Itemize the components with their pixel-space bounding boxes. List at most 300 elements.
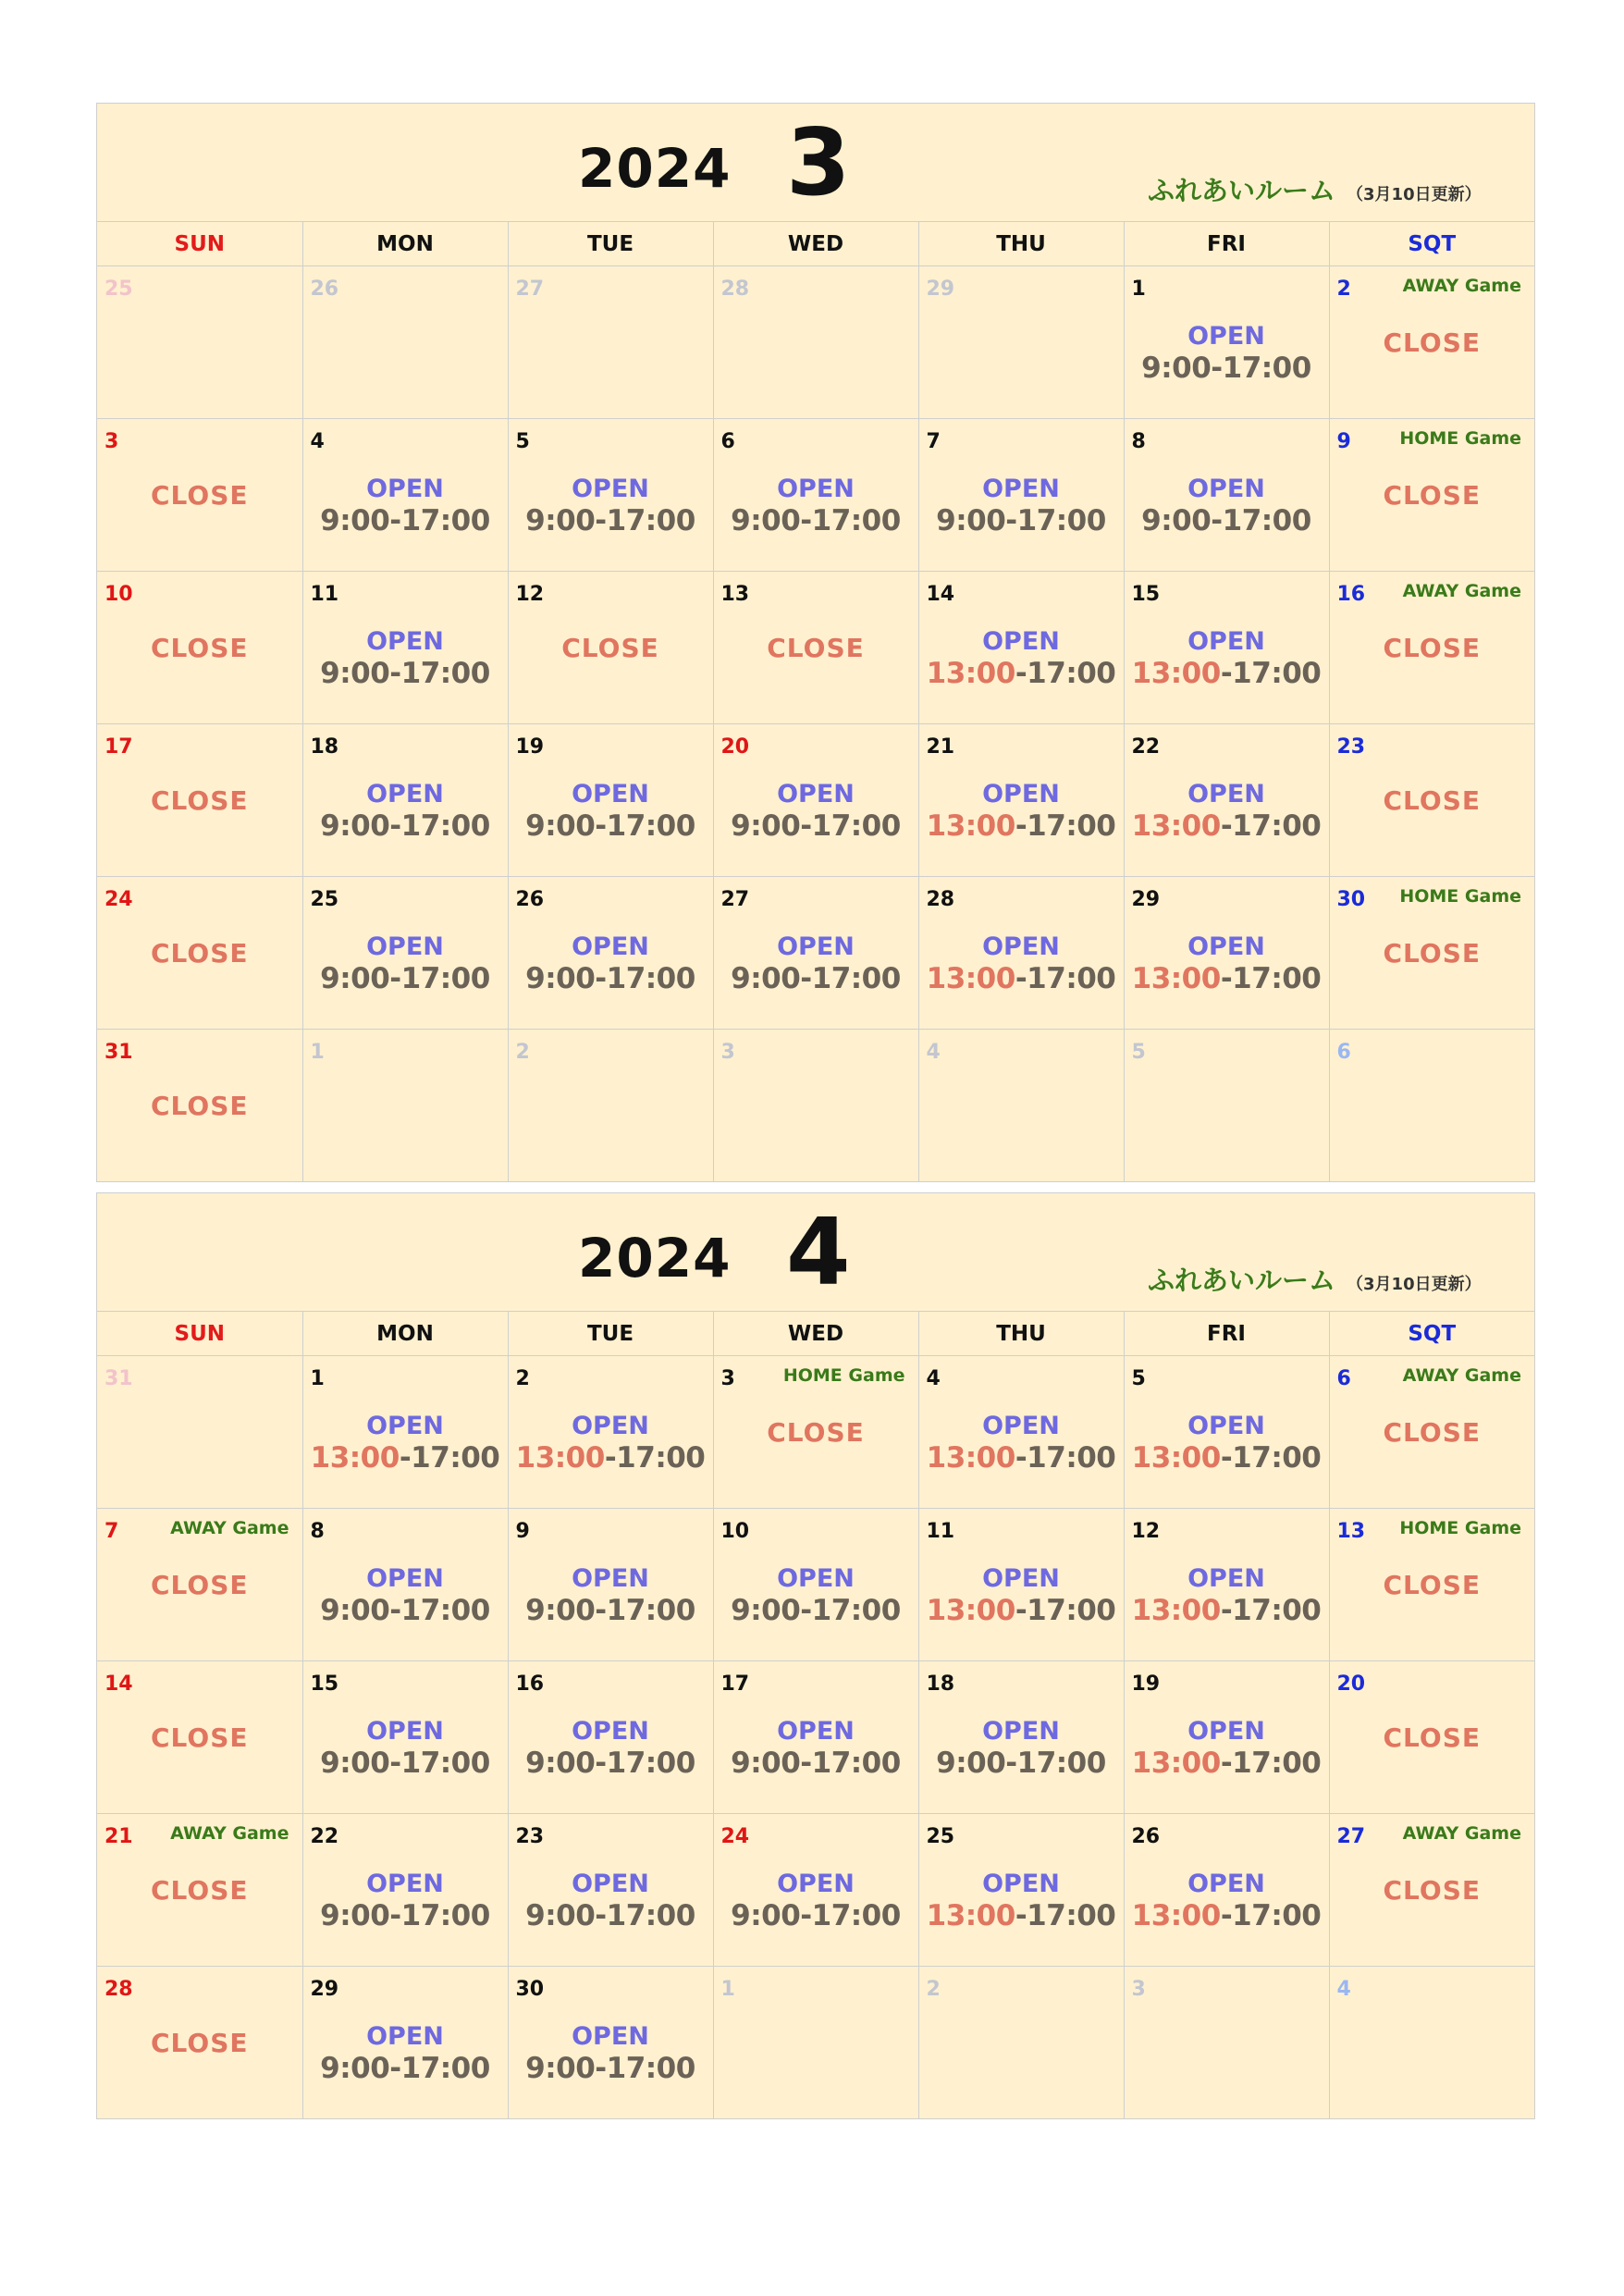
day-cell — [302, 1814, 508, 1967]
open-hours-block — [919, 780, 1124, 843]
day-cell — [97, 419, 302, 572]
open-label: OPEN — [1187, 475, 1265, 503]
opening-hours — [303, 2052, 508, 2085]
hours-end: -17:00 — [800, 1899, 901, 1932]
date-number: 4 — [1336, 1978, 1351, 2001]
open-hours-block — [919, 1564, 1124, 1627]
open-hours-block — [1125, 1717, 1329, 1780]
calendar-header — [97, 1193, 1534, 1311]
weekday-thu: THU — [918, 222, 1124, 266]
date-number: 8 — [1131, 430, 1146, 453]
open-hours-block — [509, 1564, 713, 1627]
open-hours-block — [919, 475, 1124, 537]
week-row — [97, 724, 1534, 877]
opening-hours — [1125, 504, 1329, 537]
open-label: OPEN — [572, 932, 649, 961]
open-hours-block — [509, 2022, 713, 2085]
date-number: 8 — [310, 1520, 325, 1543]
date-number: 10 — [105, 583, 133, 606]
day-cell — [97, 1030, 302, 1182]
day-cell — [918, 877, 1124, 1030]
day-cell — [1329, 1661, 1534, 1814]
close-label: CLOSE — [151, 2028, 249, 2058]
open-hours-block — [1125, 1564, 1329, 1627]
game-label: AWAY Game — [170, 1823, 289, 1844]
close-label: CLOSE — [1383, 1875, 1481, 1906]
day-cell — [713, 1967, 918, 2119]
hours-start: 13:00 — [1131, 962, 1221, 995]
date-number: 1 — [1131, 278, 1146, 301]
date-number: 2 — [515, 1041, 530, 1064]
date-number: 28 — [926, 888, 955, 911]
day-cell — [97, 266, 302, 419]
opening-hours — [714, 1594, 918, 1627]
close-label: CLOSE — [151, 1570, 249, 1600]
hours-end: -17:00 — [604, 1441, 706, 1475]
hours-start: 9:00 — [320, 2052, 390, 2085]
day-cell — [918, 419, 1124, 572]
open-label: OPEN — [1187, 322, 1265, 351]
hours-end: -17:00 — [1220, 962, 1322, 995]
date-number: 23 — [515, 1825, 545, 1848]
week-row — [97, 1814, 1534, 1967]
hours-start: 13:00 — [1131, 1594, 1221, 1627]
opening-hours — [303, 1594, 508, 1627]
hours-start: 9:00 — [936, 1747, 1006, 1780]
date-number: 27 — [515, 278, 545, 301]
day-cell — [97, 1509, 302, 1661]
opening-hours — [509, 962, 713, 995]
game-label: HOME Game — [1399, 886, 1521, 907]
date-number: 22 — [1131, 735, 1161, 759]
open-label: OPEN — [572, 1870, 649, 1898]
day-cell — [508, 419, 713, 572]
day-cell — [1124, 572, 1329, 724]
open-label: OPEN — [1187, 627, 1265, 656]
game-label: HOME Game — [1399, 428, 1521, 449]
open-hours-block — [303, 627, 508, 690]
opening-hours — [303, 1747, 508, 1780]
date-number: 11 — [310, 583, 339, 606]
day-cell — [1329, 1356, 1534, 1509]
day-cell — [918, 724, 1124, 877]
hours-end: -17:00 — [1220, 1747, 1322, 1780]
open-hours-block — [714, 932, 918, 995]
hours-start: 9:00 — [525, 1899, 596, 1932]
opening-hours — [1125, 962, 1329, 995]
calendar-grid — [97, 221, 1534, 1181]
weekday-wed: WED — [713, 1312, 918, 1356]
day-cell — [1124, 419, 1329, 572]
day-cell — [713, 1814, 918, 1967]
open-label: OPEN — [1187, 1870, 1265, 1898]
day-cell — [508, 1814, 713, 1967]
calendar-month: 4 — [786, 1198, 851, 1306]
opening-hours — [303, 657, 508, 690]
hours-start: 13:00 — [926, 657, 1015, 690]
open-hours-block — [714, 475, 918, 537]
date-number: 27 — [720, 888, 750, 911]
date-number: 30 — [515, 1978, 545, 2001]
week-row — [97, 1030, 1534, 1182]
opening-hours — [1125, 1441, 1329, 1475]
hours-end: -17:00 — [1220, 809, 1322, 843]
open-hours-block — [509, 1717, 713, 1780]
opening-hours — [1125, 1747, 1329, 1780]
date-number: 27 — [1336, 1825, 1366, 1848]
date-number: 3 — [105, 430, 119, 453]
week-row — [97, 877, 1534, 1030]
opening-hours — [919, 657, 1124, 690]
date-number: 23 — [1336, 735, 1366, 759]
date-number: 1 — [310, 1367, 325, 1390]
open-label: OPEN — [1187, 780, 1265, 809]
close-label: CLOSE — [1383, 480, 1481, 511]
day-cell — [97, 1967, 302, 2119]
day-cell — [918, 1030, 1124, 1182]
opening-hours — [919, 962, 1124, 995]
day-cell — [302, 419, 508, 572]
open-hours-block — [303, 1870, 508, 1932]
day-cell — [302, 1967, 508, 2119]
day-cell — [97, 572, 302, 724]
day-cell — [302, 1661, 508, 1814]
open-hours-block — [714, 1564, 918, 1627]
hours-end: -17:00 — [1211, 352, 1311, 385]
calendar-header — [97, 104, 1534, 221]
close-label: CLOSE — [1383, 633, 1481, 663]
opening-hours — [509, 2052, 713, 2085]
hours-start: 13:00 — [515, 1441, 605, 1475]
day-cell — [1329, 419, 1534, 572]
hours-start: 13:00 — [926, 809, 1015, 843]
opening-hours — [1125, 1899, 1329, 1932]
opening-hours — [509, 1899, 713, 1932]
day-cell — [508, 1661, 713, 1814]
hours-end: -17:00 — [595, 962, 695, 995]
date-number: 4 — [310, 430, 325, 453]
open-hours-block — [303, 1412, 508, 1475]
date-number: 29 — [1131, 888, 1161, 911]
game-label: HOME Game — [782, 1365, 905, 1386]
opening-hours — [1125, 1594, 1329, 1627]
date-number: 17 — [105, 735, 133, 759]
hours-end: -17:00 — [1220, 1441, 1322, 1475]
open-hours-block — [509, 1412, 713, 1475]
day-cell — [97, 1356, 302, 1509]
date-number: 14 — [926, 583, 955, 606]
date-number: 6 — [720, 430, 735, 453]
hours-end: -17:00 — [800, 1747, 901, 1780]
date-number: 25 — [926, 1825, 955, 1848]
day-cell — [1329, 266, 1534, 419]
date-number: 1 — [720, 1978, 735, 2001]
date-number: 25 — [105, 278, 133, 301]
open-label: OPEN — [366, 1412, 444, 1440]
open-hours-block — [714, 1870, 918, 1932]
close-label: CLOSE — [151, 480, 249, 511]
day-cell — [302, 877, 508, 1030]
weekday-thu: THU — [918, 1312, 1124, 1356]
day-cell — [1124, 1814, 1329, 1967]
hours-start: 9:00 — [525, 2052, 596, 2085]
open-hours-block — [1125, 1870, 1329, 1932]
opening-hours — [919, 809, 1124, 843]
opening-hours — [1125, 809, 1329, 843]
hours-start: 13:00 — [310, 1441, 400, 1475]
calendar-april — [96, 1192, 1535, 2119]
day-cell — [97, 724, 302, 877]
hours-start: 13:00 — [926, 962, 1015, 995]
date-number: 5 — [1131, 1041, 1146, 1064]
date-number: 10 — [720, 1520, 750, 1543]
date-number: 28 — [105, 1978, 133, 2001]
hours-start: 9:00 — [525, 809, 596, 843]
day-cell — [1124, 266, 1329, 419]
hours-start: 13:00 — [1131, 1441, 1221, 1475]
opening-hours — [714, 504, 918, 537]
hours-end: -17:00 — [800, 809, 901, 843]
date-number: 5 — [1131, 1367, 1146, 1390]
close-label: CLOSE — [767, 1417, 865, 1448]
open-hours-block — [1125, 1412, 1329, 1475]
open-label: OPEN — [572, 2022, 649, 2051]
hours-end: -17:00 — [595, 2052, 695, 2085]
day-cell — [97, 1661, 302, 1814]
open-label: OPEN — [572, 475, 649, 503]
day-cell — [918, 1967, 1124, 2119]
day-cell — [1124, 724, 1329, 877]
hours-end: -17:00 — [399, 1441, 500, 1475]
day-cell — [918, 266, 1124, 419]
hours-end: -17:00 — [1220, 657, 1322, 690]
calendar-march — [96, 103, 1535, 1182]
open-hours-block — [714, 780, 918, 843]
open-hours-block — [714, 1717, 918, 1780]
day-cell — [1329, 877, 1534, 1030]
day-cell — [1124, 1030, 1329, 1182]
game-label: HOME Game — [1399, 1518, 1521, 1538]
date-number: 11 — [926, 1520, 955, 1543]
day-cell — [1329, 572, 1534, 724]
opening-hours — [919, 504, 1124, 537]
weekday-sqt: SQT — [1329, 222, 1534, 266]
day-cell — [302, 266, 508, 419]
hours-start: 9:00 — [525, 1594, 596, 1627]
date-number: 2 — [926, 1978, 941, 2001]
open-label: OPEN — [572, 1717, 649, 1746]
game-label: AWAY Game — [1402, 1823, 1521, 1844]
date-number: 12 — [1131, 1520, 1161, 1543]
day-cell — [1329, 724, 1534, 877]
date-number: 18 — [310, 735, 339, 759]
day-cell — [1124, 877, 1329, 1030]
opening-hours — [303, 1899, 508, 1932]
day-cell — [1124, 1661, 1329, 1814]
hours-start: 9:00 — [1141, 352, 1212, 385]
weekday-mon: MON — [302, 1312, 508, 1356]
open-label: OPEN — [1187, 1412, 1265, 1440]
date-number: 19 — [1131, 1673, 1161, 1696]
open-label: OPEN — [366, 627, 444, 656]
date-number: 3 — [720, 1041, 735, 1064]
opening-hours — [303, 809, 508, 843]
day-cell — [918, 1356, 1124, 1509]
hours-start: 13:00 — [1131, 809, 1221, 843]
hours-end: -17:00 — [800, 962, 901, 995]
open-label: OPEN — [982, 1870, 1060, 1898]
open-hours-block — [303, 1717, 508, 1780]
hours-start: 9:00 — [936, 504, 1006, 537]
date-number: 4 — [926, 1041, 941, 1064]
close-label: CLOSE — [767, 633, 865, 663]
opening-hours — [714, 1747, 918, 1780]
weekday-sun: SUN — [97, 1312, 302, 1356]
hours-end: -17:00 — [1015, 809, 1116, 843]
weekday-sun: SUN — [97, 222, 302, 266]
date-number: 13 — [1336, 1520, 1366, 1543]
open-label: OPEN — [777, 475, 855, 503]
hours-end: -17:00 — [1211, 504, 1311, 537]
day-cell — [713, 1356, 918, 1509]
open-hours-block — [509, 1870, 713, 1932]
hours-start: 13:00 — [926, 1594, 1015, 1627]
calendar-year: 2024 — [578, 1227, 732, 1290]
weekday-sqt: SQT — [1329, 1312, 1534, 1356]
day-cell — [918, 1814, 1124, 1967]
day-cell — [713, 266, 918, 419]
date-number: 17 — [720, 1673, 750, 1696]
hours-start: 9:00 — [731, 1747, 801, 1780]
room-name: ふれあいルーム — [1148, 1265, 1336, 1296]
date-number: 5 — [515, 430, 530, 453]
day-cell — [97, 877, 302, 1030]
weekday-wed: WED — [713, 222, 918, 266]
weekday-fri: FRI — [1124, 1312, 1329, 1356]
open-label: OPEN — [572, 1412, 649, 1440]
room-name: ふれあいルーム — [1148, 175, 1336, 206]
date-number: 24 — [105, 888, 133, 911]
close-label: CLOSE — [561, 633, 659, 663]
open-label: OPEN — [982, 627, 1060, 656]
open-label: OPEN — [572, 1564, 649, 1593]
opening-hours — [509, 1594, 713, 1627]
date-number: 9 — [1336, 430, 1351, 453]
open-hours-block — [1125, 322, 1329, 385]
open-hours-block — [1125, 627, 1329, 690]
opening-hours — [1125, 657, 1329, 690]
hours-start: 9:00 — [320, 962, 390, 995]
hours-end: -17:00 — [800, 1594, 901, 1627]
open-label: OPEN — [366, 475, 444, 503]
calendar-weeks — [97, 266, 1534, 1182]
close-label: CLOSE — [151, 633, 249, 663]
open-label: OPEN — [982, 780, 1060, 809]
open-label: OPEN — [777, 1564, 855, 1593]
open-label: OPEN — [366, 1717, 444, 1746]
close-label: CLOSE — [1383, 1570, 1481, 1600]
open-label: OPEN — [1187, 932, 1265, 961]
open-label: OPEN — [982, 1564, 1060, 1593]
hours-end: -17:00 — [389, 504, 490, 537]
date-number: 31 — [105, 1367, 133, 1390]
date-number: 6 — [1336, 1041, 1351, 1064]
open-label: OPEN — [982, 475, 1060, 503]
close-label: CLOSE — [1383, 785, 1481, 816]
hours-start: 13:00 — [926, 1441, 1015, 1475]
open-hours-block — [1125, 475, 1329, 537]
date-number: 15 — [310, 1673, 339, 1696]
hours-end: -17:00 — [1220, 1899, 1322, 1932]
date-number: 29 — [926, 278, 955, 301]
hours-start: 9:00 — [731, 1594, 801, 1627]
open-hours-block — [1125, 780, 1329, 843]
update-note: （3月10日更新） — [1347, 1275, 1482, 1294]
date-number: 21 — [926, 735, 955, 759]
week-row — [97, 572, 1534, 724]
hours-end: -17:00 — [595, 1594, 695, 1627]
open-hours-block — [303, 475, 508, 537]
day-cell — [1329, 1030, 1534, 1182]
date-number: 31 — [105, 1041, 133, 1064]
day-cell — [508, 266, 713, 419]
hours-end: -17:00 — [389, 1899, 490, 1932]
week-row — [97, 1509, 1534, 1661]
day-cell — [508, 572, 713, 724]
day-cell — [1124, 1967, 1329, 2119]
date-number: 2 — [515, 1367, 530, 1390]
day-cell — [713, 724, 918, 877]
date-number: 25 — [310, 888, 339, 911]
week-row — [97, 1967, 1534, 2119]
date-number: 26 — [1131, 1825, 1161, 1848]
hours-start: 9:00 — [320, 657, 390, 690]
date-number: 15 — [1131, 583, 1161, 606]
date-number: 16 — [1336, 583, 1366, 606]
week-row — [97, 1356, 1534, 1509]
hours-end: -17:00 — [1015, 962, 1116, 995]
open-label: OPEN — [982, 932, 1060, 961]
open-hours-block — [919, 1870, 1124, 1932]
date-number: 2 — [1336, 278, 1351, 301]
hours-end: -17:00 — [1005, 504, 1106, 537]
open-label: OPEN — [366, 2022, 444, 2051]
open-hours-block — [919, 1412, 1124, 1475]
week-row — [97, 1661, 1534, 1814]
close-label: CLOSE — [1383, 1722, 1481, 1753]
game-label: AWAY Game — [1402, 1365, 1521, 1386]
hours-start: 13:00 — [1131, 657, 1221, 690]
hours-start: 9:00 — [731, 962, 801, 995]
opening-hours — [1125, 352, 1329, 385]
calendar-month: 3 — [786, 108, 851, 216]
day-cell — [918, 1509, 1124, 1661]
weekday-header-row — [97, 1312, 1534, 1356]
day-cell — [1124, 1356, 1329, 1509]
open-hours-block — [509, 780, 713, 843]
weekday-fri: FRI — [1124, 222, 1329, 266]
open-label: OPEN — [366, 1564, 444, 1593]
hours-end: -17:00 — [800, 504, 901, 537]
day-cell — [508, 1967, 713, 2119]
date-number: 3 — [720, 1367, 735, 1390]
day-cell — [713, 1509, 918, 1661]
hours-end: -17:00 — [595, 504, 695, 537]
opening-hours — [509, 1441, 713, 1475]
open-hours-block — [919, 932, 1124, 995]
open-label: OPEN — [366, 932, 444, 961]
hours-end: -17:00 — [1220, 1594, 1322, 1627]
